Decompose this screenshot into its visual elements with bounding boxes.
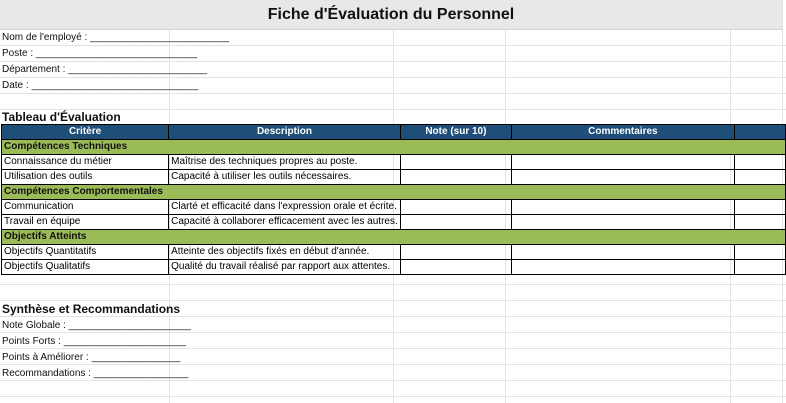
evaluation-table — [1, 124, 786, 275]
commentaires-cell[interactable] — [512, 200, 735, 215]
date-field[interactable] — [2, 78, 198, 93]
column-header-critere[interactable]: Critère — [2, 125, 169, 140]
column-header-description[interactable]: Description — [169, 125, 401, 140]
table-row — [2, 155, 786, 170]
field-blank: _________________________ — [90, 32, 230, 43]
extra-cell[interactable] — [734, 170, 785, 185]
table-row — [2, 170, 786, 185]
table-title: Tableau d'Évaluation — [2, 110, 121, 124]
description-cell[interactable]: Capacité à utiliser les outils nécessaires. — [169, 170, 401, 185]
department-field[interactable] — [2, 62, 207, 77]
extra-cell[interactable] — [734, 155, 785, 170]
field-blank: ______________________ — [63, 336, 187, 347]
category-row — [2, 140, 786, 155]
table-row — [2, 215, 786, 230]
field-label: Date : — [2, 80, 32, 91]
critere-cell[interactable]: Objectifs Quantitatifs — [2, 245, 169, 260]
field-label: Note Globale : — [2, 320, 69, 331]
note-cell[interactable] — [400, 245, 511, 260]
recommendations-field[interactable] — [2, 366, 188, 381]
page-title: Fiche d'Évaluation du Personnel — [267, 5, 515, 23]
commentaires-cell[interactable] — [512, 260, 735, 275]
note-cell[interactable] — [400, 260, 511, 275]
column-header-empty[interactable] — [734, 125, 785, 140]
column-header-note[interactable]: Note (sur 10) — [400, 125, 511, 140]
description-cell[interactable]: Qualité du travail réalisé par rapport aux attentes. — [169, 260, 401, 275]
field-label: Nom de l'employé : — [2, 32, 91, 43]
critere-cell[interactable]: Travail en équipe — [2, 215, 169, 230]
table-row — [2, 200, 786, 215]
field-blank: ______________________________ — [31, 80, 199, 91]
category-label[interactable]: Objectifs Atteints — [2, 230, 786, 245]
field-label: Poste : — [2, 48, 36, 59]
note-cell[interactable] — [400, 155, 511, 170]
critere-cell[interactable]: Objectifs Qualitatifs — [2, 260, 169, 275]
extra-cell[interactable] — [734, 260, 785, 275]
sheet-title-cell[interactable] — [0, 0, 782, 30]
synthese-title: Synthèse et Recommandations — [2, 302, 181, 316]
category-label[interactable]: Compétences Techniques — [2, 140, 786, 155]
strengths-field[interactable] — [2, 334, 186, 349]
gridline — [0, 396, 786, 397]
category-label[interactable]: Compétences Comportementales — [2, 185, 786, 200]
category-row — [2, 185, 786, 200]
field-blank: ______________________ — [68, 320, 192, 331]
column-header-commentaires[interactable]: Commentaires — [512, 125, 735, 140]
gridline — [0, 300, 786, 301]
field-label: Points Forts : — [2, 336, 64, 347]
field-blank: _____________________________ — [35, 48, 198, 59]
note-cell[interactable] — [400, 200, 511, 215]
table-row — [2, 260, 786, 275]
commentaires-cell[interactable] — [512, 170, 735, 185]
table-header-row — [2, 125, 786, 140]
category-row — [2, 230, 786, 245]
critere-cell[interactable]: Utilisation des outils — [2, 170, 169, 185]
description-cell[interactable]: Clarté et efficacité dans l'expression orale et écrite. — [169, 200, 401, 215]
gridline — [0, 284, 786, 285]
field-label: Recommandations : — [2, 368, 94, 379]
commentaires-cell[interactable] — [512, 215, 735, 230]
description-cell[interactable]: Maîtrise des techniques propres au poste. — [169, 155, 401, 170]
gridline — [0, 93, 786, 94]
commentaires-cell[interactable] — [512, 245, 735, 260]
commentaires-cell[interactable] — [512, 155, 735, 170]
field-blank: ________________ — [91, 352, 181, 363]
field-label: Département : — [2, 64, 69, 75]
critere-cell[interactable]: Connaissance du métier — [2, 155, 169, 170]
table-row — [2, 245, 786, 260]
position-field[interactable] — [2, 46, 197, 61]
employee-name-field[interactable] — [2, 30, 229, 45]
note-cell[interactable] — [400, 170, 511, 185]
extra-cell[interactable] — [734, 245, 785, 260]
overall-score-field[interactable] — [2, 318, 191, 333]
improvements-field[interactable] — [2, 350, 180, 365]
extra-cell[interactable] — [734, 215, 785, 230]
critere-cell[interactable]: Communication — [2, 200, 169, 215]
description-cell[interactable]: Capacité à collaborer efficacement avec les autres. — [169, 215, 401, 230]
field-blank: _________________________ — [68, 64, 208, 75]
field-blank: _________________ — [93, 368, 189, 379]
extra-cell[interactable] — [734, 200, 785, 215]
note-cell[interactable] — [400, 215, 511, 230]
description-cell[interactable]: Atteinte des objectifs fixés en début d'année. — [169, 245, 401, 260]
field-label: Points à Améliorer : — [2, 352, 92, 363]
